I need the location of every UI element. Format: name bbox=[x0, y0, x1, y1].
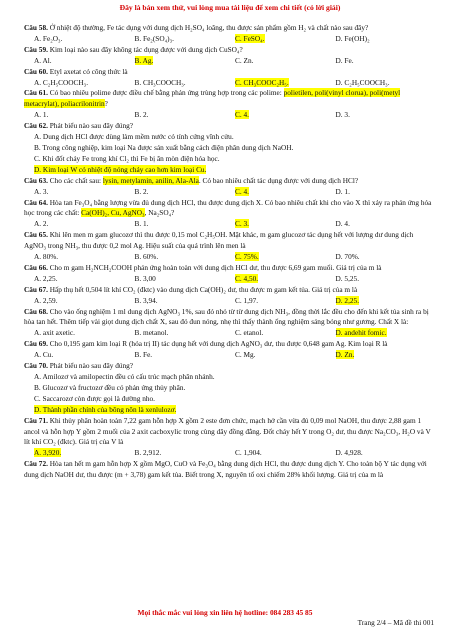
question-text: Hấp thụ hết 0,504 lít khí CO₂ (đktc) vào dung dịch Ca(OH)₂ dư, thu được m gam kết tủa. Giá trị của m là bbox=[49, 284, 358, 294]
option-c bbox=[235, 110, 336, 121]
question-text: Có bao nhiêu polime được điều chế bằng phản ứng trùng hợp trong các polime: bbox=[49, 88, 284, 98]
question-67 bbox=[24, 285, 436, 296]
question-69 bbox=[24, 339, 436, 350]
option-c: C. Khi đốt cháy Fe trong khí Cl₂ thì Fe bị ăn mòn điện hóa học. bbox=[34, 153, 220, 163]
option-b: B. Fe₂(SO₄)₃. bbox=[134, 33, 174, 43]
highlighted-answer: D. Thành phần chính của bông nõn là xenlulozơ. bbox=[34, 404, 177, 414]
option-d bbox=[24, 165, 436, 176]
option-c bbox=[235, 187, 336, 198]
option-a: A. 2,59. bbox=[34, 295, 58, 305]
question-number: Câu 62. bbox=[24, 121, 48, 131]
highlighted-text: Ca(OH)₂, Cu, AgNO₃ bbox=[81, 208, 145, 218]
hotline-footer: Mọi thắc mắc vui lòng xin liên hệ hotline: 084 283 45 85 bbox=[137, 608, 313, 617]
option-d bbox=[336, 328, 437, 339]
question-60 bbox=[24, 67, 436, 78]
question-text: Ở nhiệt độ thường, Fe tác dụng với dung dịch H₂SO₄ loãng, thu được sản phẩm gồm H₂ và chất nào sau đây? bbox=[49, 23, 369, 32]
question-text: Cho 0,195 gam kim loại R (hóa trị II) tác dụng hết với dung dịch AgNO₃ dư, thu được 0,648 gam Ag. Kim loại R là bbox=[49, 339, 388, 349]
question-number: Câu 67. bbox=[24, 284, 48, 294]
option-d: D. 4. bbox=[335, 219, 350, 229]
option-d: D. C₂H₅COOCH₃. bbox=[335, 77, 390, 87]
highlighted-text: polietilen, poli(vinyl clorua), poli(metyl metacrylat), poliacrilonitrin bbox=[24, 88, 401, 109]
option-c bbox=[235, 78, 336, 89]
option-b: B. 3,00 bbox=[134, 273, 156, 283]
option-b bbox=[135, 56, 236, 67]
option-a: A. 3. bbox=[34, 186, 49, 196]
question-text: Khi thủy phân hoàn toàn 7,22 gam hỗn hợp X gồm 2 este đơn chức, mạch hở cần vừa đủ 0,09 mol NaOH, thu được 2,88 gam 1 ancol và hỗn hợp Y gồm 2 muối của 2 axit cacboxylic trong cùng dãy đồng đẳng. Đốt cháy hết Y trong O₂ dư, thu được Na₂CO₃, H₂O và V lít khí CO₂ (đktc). Giá trị của V là bbox=[24, 415, 431, 447]
option-d: D. 4,928. bbox=[335, 448, 363, 458]
option-c bbox=[235, 274, 336, 285]
options-68 bbox=[24, 328, 436, 339]
question-number: Câu 65. bbox=[24, 230, 48, 240]
question-text-end: . Có bao nhiêu chất tác dụng được với dung dịch HCl? bbox=[198, 175, 359, 185]
highlighted-answer: C. 3. bbox=[235, 219, 249, 229]
options-61 bbox=[24, 110, 436, 121]
option-b: B. Fe. bbox=[134, 350, 153, 360]
question-number: Câu 60. bbox=[24, 66, 48, 76]
option-b: B. 2,912. bbox=[134, 448, 162, 458]
option-a: A. 2. bbox=[34, 219, 49, 229]
option-c: C. 1,904. bbox=[235, 448, 262, 458]
question-text: Etyl axetat có công thức là bbox=[49, 66, 128, 76]
option-c bbox=[235, 34, 336, 45]
question-63 bbox=[24, 176, 436, 187]
question-text: Hòa tan Fe₃O₄ bằng lượng vừa đủ dung dịch HCl, thu được dung dịch X. Có bao nhiêu chất khi cho vào X thì xảy ra phản ứng hóa học trong các chất: bbox=[24, 197, 432, 218]
highlighted-answer: C. 75%. bbox=[235, 252, 259, 262]
highlighted-answer: C. FeSO₄. bbox=[235, 33, 265, 43]
options-63 bbox=[24, 187, 436, 198]
question-text: Kim loại nào sau đây không tác dụng được với dung dịch CuSO₄? bbox=[49, 44, 243, 54]
highlighted-answer: D. Zn. bbox=[335, 350, 355, 360]
question-text-end: ? bbox=[104, 99, 108, 109]
highlighted-answer: C. 4,50. bbox=[235, 273, 259, 283]
options-59 bbox=[24, 56, 436, 67]
option-d: D. 1. bbox=[335, 186, 350, 196]
question-66 bbox=[24, 263, 436, 274]
highlighted-answer: B. Ag. bbox=[134, 55, 154, 65]
option-a: A. Fe₂O₃. bbox=[34, 33, 63, 43]
question-71 bbox=[24, 416, 436, 449]
question-70 bbox=[24, 361, 436, 372]
question-59 bbox=[24, 45, 436, 56]
option-a bbox=[34, 448, 135, 459]
question-text: Phát biểu nào sau đây đúng? bbox=[49, 361, 134, 371]
option-a: A. 80%. bbox=[34, 252, 59, 262]
option-c: C. Saccarozơ còn được gọi là đường nho. bbox=[34, 393, 156, 403]
question-number: Câu 66. bbox=[24, 262, 48, 272]
highlighted-answer: C. CH₃COOC₂H₅. bbox=[235, 77, 289, 87]
options-58 bbox=[24, 34, 436, 45]
highlighted-answer: A. 3,920. bbox=[34, 448, 62, 458]
option-a: A. Dung dịch HCl được dùng làm mềm nước có tính cứng vĩnh cửu. bbox=[34, 132, 234, 142]
question-61 bbox=[24, 88, 436, 110]
question-number: Câu 63. bbox=[24, 175, 48, 185]
question-65 bbox=[24, 230, 436, 252]
option-a: A. Al. bbox=[34, 55, 52, 65]
option-d: D. 3. bbox=[335, 110, 350, 120]
option-a: A. Cu. bbox=[34, 350, 54, 360]
option-b: B. 3,94. bbox=[134, 295, 158, 305]
option-b: B. 1. bbox=[134, 219, 149, 229]
question-number: Câu 72. bbox=[24, 459, 48, 469]
option-a: A. 2,25. bbox=[34, 273, 58, 283]
question-text-end: , Na₂SO₄? bbox=[144, 208, 175, 218]
preview-banner: Đây là bản xem thử, vui lòng mua tài liệu để xem chi tiết (có lời giải) bbox=[119, 3, 341, 12]
page-number: Trang 2/4 – Mã đề thi 001 bbox=[357, 618, 434, 627]
option-d: D. 5,25. bbox=[335, 273, 360, 283]
option-c bbox=[235, 219, 336, 230]
options-69 bbox=[24, 350, 436, 361]
options-65 bbox=[24, 252, 436, 263]
highlighted-answer: C. 4. bbox=[235, 110, 249, 120]
question-64 bbox=[24, 198, 436, 220]
option-b: B. 2. bbox=[134, 186, 149, 196]
option-c: C. etanol. bbox=[235, 328, 264, 338]
option-b: B. 2. bbox=[134, 110, 149, 120]
question-number: Câu 68. bbox=[24, 306, 48, 316]
question-68 bbox=[24, 307, 436, 329]
question-text: Khi lên men m gam glucozơ thì thu được 0,15 mol C₂H₅OH. Mặt khác, m gam glucozơ tác dụng hết với lượng dư dung dịch AgNO₃ trong NH₃, thu được 0,2 mol Ag. Hiệu suất của quá trình lên men là bbox=[24, 230, 414, 251]
options-66 bbox=[24, 274, 436, 285]
question-number: Câu 59. bbox=[24, 44, 48, 54]
option-b: B. CH₃COOCH₃. bbox=[134, 77, 186, 87]
question-number: Câu 71. bbox=[24, 415, 48, 425]
question-number: Câu 58. bbox=[24, 23, 48, 32]
option-a: A. Amilozơ và amilopectin đều có cấu trúc mạch phân nhánh. bbox=[34, 372, 215, 381]
highlighted-text: lysin, metylamin, anilin, Ala-Ala bbox=[102, 175, 199, 185]
option-d: D. Fe(OH)₂ bbox=[335, 33, 370, 43]
highlighted-answer: D. 2,25. bbox=[335, 295, 360, 305]
question-62 bbox=[24, 121, 436, 132]
option-d bbox=[336, 350, 437, 361]
option-c bbox=[235, 252, 336, 263]
question-58 bbox=[24, 23, 436, 34]
highlighted-answer: D. andehit fomic. bbox=[335, 328, 387, 338]
question-text: Hòa tan hết m gam hỗn hợp X gồm MgO, CuO và Fe₃O₄ bằng dung dịch HCl, thu được dung dịch Y. Cho toàn bộ Y tác dụng với dung dịch NaOH dư, thu được (m + 3,78) gam kết tủa. Biết trong X, nguyên tố oxi chiếm 28% khối lượng. Giá trị của m là bbox=[24, 459, 427, 480]
question-text: Phát biểu nào sau đây đúng? bbox=[49, 121, 134, 131]
highlighted-answer: C. 4. bbox=[235, 186, 249, 196]
options-60 bbox=[24, 78, 436, 89]
question-number: Câu 64. bbox=[24, 197, 48, 207]
question-number: Câu 70. bbox=[24, 361, 48, 371]
highlighted-answer: D. Kim loại W có nhiệt độ nóng chảy cao hơn kim loại Cu. bbox=[34, 164, 207, 174]
option-a: A. 1. bbox=[34, 110, 49, 120]
option-c: C. 1,97. bbox=[235, 295, 259, 305]
options-67 bbox=[24, 296, 436, 307]
question-number: Câu 61. bbox=[24, 88, 48, 98]
option-a: A. axit axetic. bbox=[34, 328, 75, 338]
option-b: B. metanol. bbox=[134, 328, 169, 338]
option-b: B. Trong công nghiệp, kim loại Na được sản xuất bằng cách điện phân dung dịch NaOH. bbox=[34, 142, 294, 152]
question-text: Cho các chất sau: bbox=[49, 175, 103, 185]
option-d bbox=[336, 296, 437, 307]
option-d: D. 70%. bbox=[335, 252, 360, 262]
question-number: Câu 69. bbox=[24, 339, 48, 349]
option-d bbox=[24, 405, 436, 416]
option-b: B. 60%. bbox=[134, 252, 159, 262]
options-64 bbox=[24, 219, 436, 230]
option-d: D. Fe. bbox=[335, 55, 354, 65]
question-text: Cho vào ống nghiệm 1 ml dung dịch AgNO₃ 1%, sau đó nhỏ từ từ dung dịch NH₃, đồng thời lắc đều cho đến khi kết tủa sinh ra bị hòa tan hết. Thêm tiếp vài giọt dung dịch chất X, sau đó đun nóng, nhẹ thì thấy thành ống nghiệm sáng bóng như gương. Chất X là: bbox=[24, 306, 429, 327]
options-71 bbox=[24, 448, 436, 459]
question-72 bbox=[24, 459, 436, 481]
option-c: C. Mg. bbox=[235, 350, 256, 360]
option-c: C. Zn. bbox=[235, 55, 254, 65]
option-a: A. C₂H₅COOCH₃. bbox=[34, 77, 89, 87]
question-text: Cho m gam H₂NCH₂COOH phản ứng hoàn toàn với dung dịch HCl dư, thu được 6,69 gam muối. Giá trị của m là bbox=[49, 262, 382, 272]
option-b: B. Glucozơ và fructozơ đều có phản ứng thủy phân. bbox=[34, 382, 186, 392]
